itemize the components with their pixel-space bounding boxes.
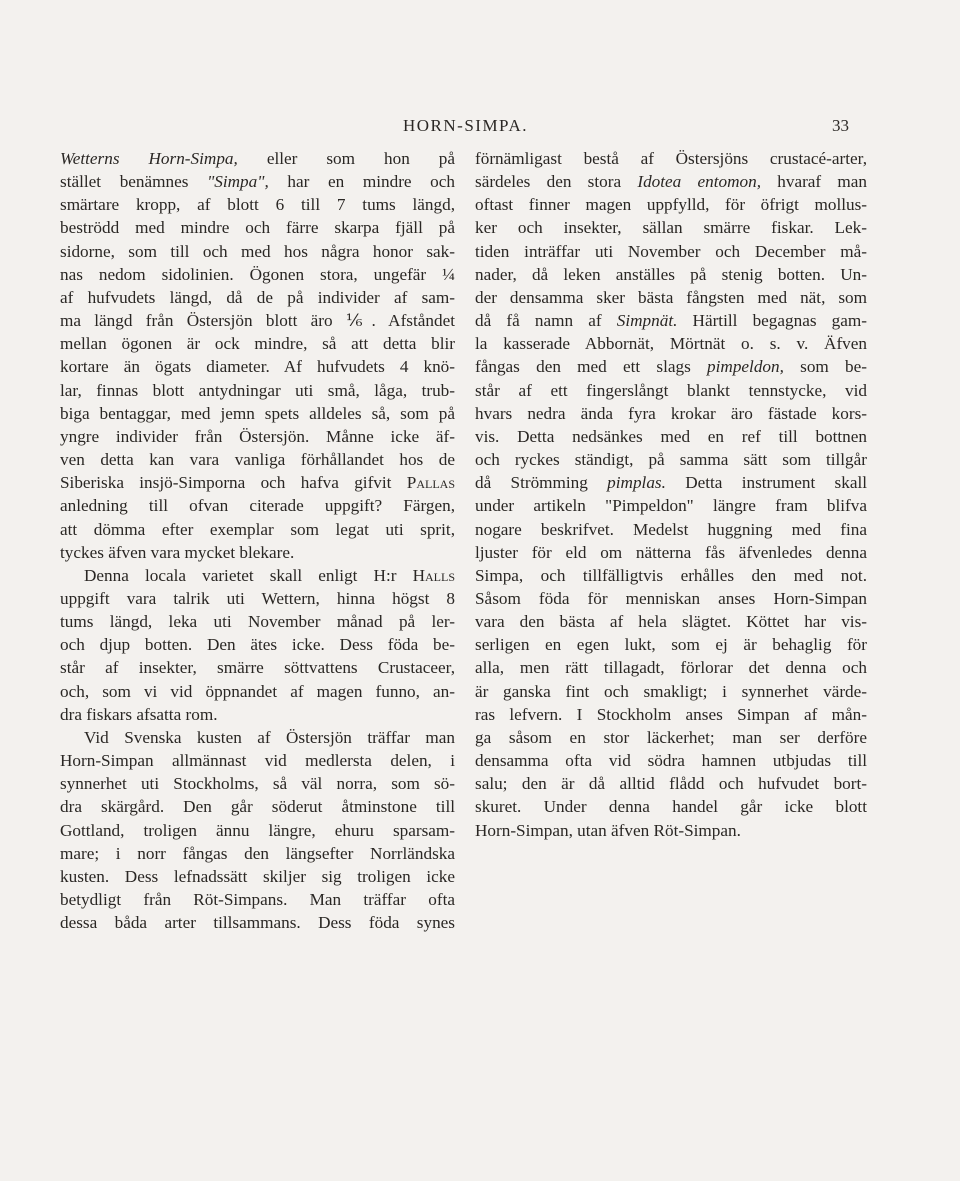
text-line [60,170,455,193]
author-name: Pallas [406,473,455,493]
text-line: Såsom föda för menniskan anses Horn-Simpan [475,588,867,608]
text-line: dessa båda arter tillsammans. Dess föda synes [60,913,455,933]
text-run: har en mindre och [268,172,455,192]
text-line: tums längd, leka uti November månad på ler- [60,612,455,632]
text-line: kortare än ögats diameter. Af hufvudets 4 knö- [60,357,455,377]
text-line: skuret. Under denna handel går icke blott [475,797,867,817]
text-run: som be- [783,357,867,377]
text-run: eller som hon på [237,149,456,168]
text-line: Simpa, och tillfälligtvis erhålles den med not. [475,565,867,585]
text-line: anledning till ofvan citerade uppgift? Färgen, [60,496,455,516]
text-line: smärtare kropp, af blott 6 till 7 tums längd, [60,195,455,215]
text-line: la kasserade Abbornät, Mörtnät o. s. v. Äfven [475,334,867,354]
text-line [60,147,455,170]
text-run: Siberiska insjö-Simporna och hafva gifvit [60,473,407,493]
text-line: biga bentaggar, med jemn spets alldeles så, som på [60,403,455,423]
text-line: och ryckes ständigt, på samma sätt som tillgår [475,450,867,470]
text-line [475,355,867,378]
text-line: der densamma sker bästa fångsten med nät, som [475,287,867,307]
text-line: tyckes äfven vara mycket blekare. [60,542,295,562]
text-line: och, som vi vid öppnandet af magen funno, an- [60,681,455,701]
text-line: kusten. Dess lefnadssätt skiljer sig troligen icke [60,866,455,886]
text-line: och djup botten. Den ätes icke. Dess föda be- [60,635,455,655]
text-line: betydligt från Röt-Simpans. Man träffar ofta [60,890,455,909]
text-line: ljuster för eld om nätterna fås äfvenledes denna [475,542,867,562]
text-line: nader, då leken anställes på stenig botten. Un- [475,264,867,284]
text-line: beströdd med mindre och färre skarpa fjäll på [60,218,455,238]
left-text-column [60,147,455,934]
text-run: stället benämnes [60,172,208,192]
text-line: vis. Detta nedsänkes med en ref till bottnen [475,426,867,446]
text-line: nogare beskrifvet. Medelst huggning med fina [475,519,867,539]
text-line: nas nedom sidolinien. Ögonen stora, ungefär ¼ [60,264,455,284]
text-line: ga såsom en stor läckerhet; man ser derföre [475,727,867,747]
text-run: då få namn af [475,311,617,331]
text-line: att dömma efter exemplar som legat uti sprit, [60,519,455,539]
text-line: ker och insekter, sällan smärre fiskar. Lek- [475,218,867,238]
text-line: är ganska fint och smakligt; i synnerhet värde- [475,681,867,701]
text-line: Vid Svenska kusten af Östersjön träffar man [84,727,455,747]
text-line [475,170,867,193]
text-line: förnämligast bestå af Östersjöns crustacé-arter, [475,149,867,168]
text-line: under artikeln "Pimpeldon" längre fram blifva [475,496,867,516]
text-line: ras lefvern. I Stockholm anses Simpan af mån- [475,704,867,724]
text-line: tiden inträffar uti November och December må- [475,241,867,261]
italic-term: "Simpa", [207,172,269,192]
text-run: Detta instrument skall [665,473,867,493]
text-line: hvars nedra ända fyra krokar äro fästade kors- [475,403,867,423]
text-run: hvaraf man [761,172,867,192]
text-line: mare; i norr fångas den längsefter Norrländska [60,843,455,863]
text-line: Horn-Simpan allmännast vid medlersta delen, i [60,751,455,771]
text-line [475,471,867,494]
italic-term: Simpnät. [616,311,678,331]
text-line [60,564,455,587]
text-line: står af insekter, smärre söttvattens Crustaceer, [60,658,455,678]
text-run: då Strömming [475,473,608,493]
page-number: 33 [832,116,849,135]
text-line: alla, men rätt tillagadt, förlorar det denna och [475,658,867,678]
text-line: dra fiskars afsatta rom. [60,704,218,724]
text-run: Härtill begagnas gam- [677,311,867,331]
text-line: dra skärgård. Den går söderut åtminstone till [60,797,455,817]
text-line: oftast finner magen uppfylld, för öfrigt mollus- [475,195,867,215]
text-line: lar, finnas blott antydningar uti små, låga, trub- [60,380,455,400]
text-line [475,309,867,332]
text-run: Denna locala varietet skall enligt H:r [84,565,413,585]
text-run: särdeles den stora [475,172,638,192]
right-text-column [475,147,867,842]
text-line: Gottland, troligen ännu längre, ehuru sparsam- [60,820,455,840]
text-line: ven detta kan vara vanliga förhållandet hos de [60,450,455,470]
text-line: uppgift vara talrik uti Wettern, hinna högst 8 [60,588,455,608]
text-line: vara den bästa af hela slägtet. Köttet har vis- [475,612,867,632]
text-line: står af ett fingerslångt blankt tennstycke, vid [475,380,867,400]
italic-term: pimplas. [607,473,666,493]
italic-term: pimpeldon, [707,357,784,377]
text-line [60,471,455,494]
text-line: Horn-Simpan, utan äfven Röt-Simpan. [475,820,741,840]
text-line: ma längd från Östersjön blott äro ⅙. Afståndet [60,311,455,331]
italic-term: Idotea entomon, [637,172,761,192]
text-line: salu; den är då alltid flådd och hufvudet bort- [475,774,867,794]
italic-term: Wetterns Horn-Simpa, [60,149,238,168]
author-name: Halls [412,565,455,585]
text-line: synnerhet uti Stockholms, så väl norra, som sö- [60,774,455,794]
text-line: densamma ofta vid södra hamnen utbjudas till [475,751,867,771]
text-line: yngre individer från Östersjön. Månne icke äf- [60,426,455,446]
text-line: mellan ögonen är ock mindre, så att detta blir [60,334,455,354]
running-head [0,116,960,140]
text-line: serligen en egen lukt, som ej är behaglig för [475,635,867,655]
text-run: fångas den med ett slags [475,357,708,377]
text-line: af hufvudets längd, då de på individer af sam- [60,287,455,307]
running-title: HORN-SIMPA. [403,116,528,135]
text-line: sidorne, som till och med hos några honor sak- [60,241,455,261]
